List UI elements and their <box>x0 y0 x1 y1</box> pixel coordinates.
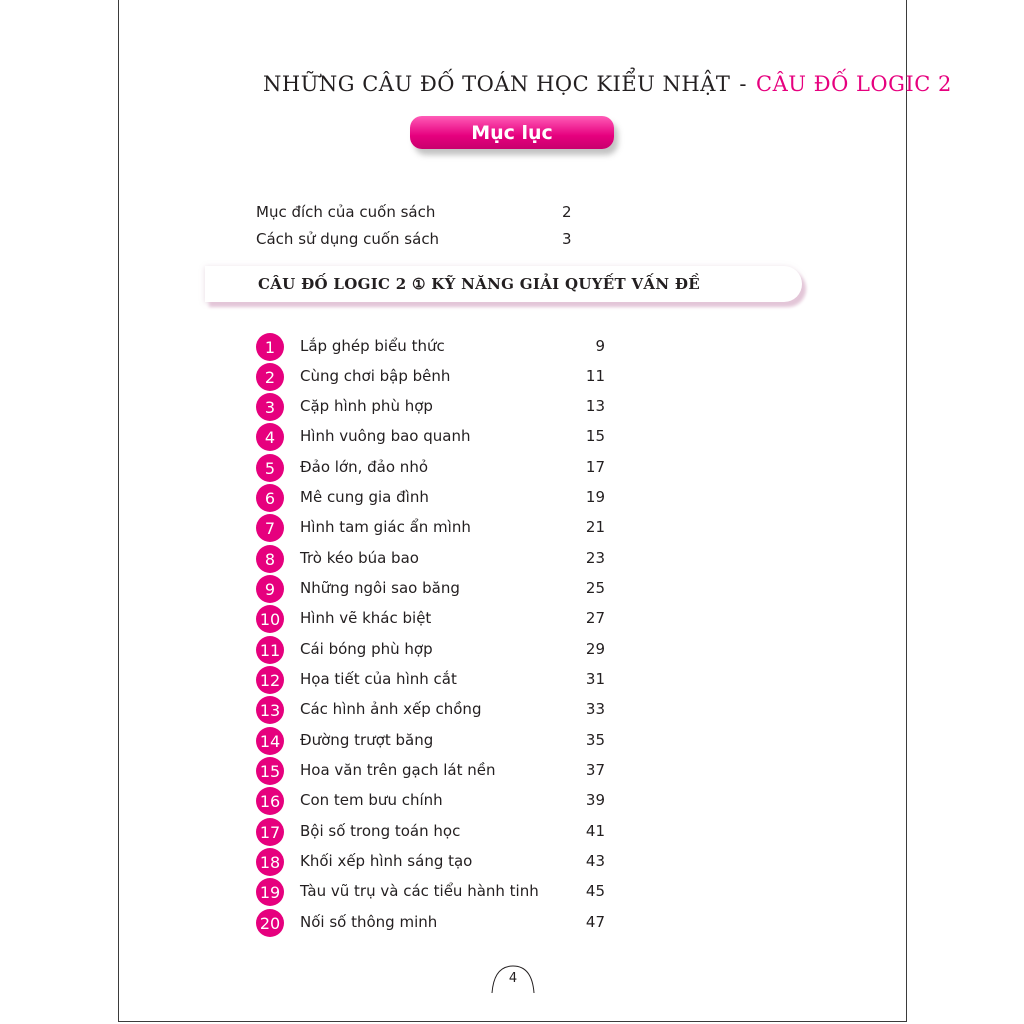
toc-item <box>256 393 616 421</box>
item-page: 43 <box>585 852 605 870</box>
toc-item <box>256 333 616 361</box>
item-number-badge: 1 <box>256 333 284 361</box>
item-number-badge: 13 <box>256 696 284 724</box>
item-page: 47 <box>585 913 605 931</box>
item-title: Khối xếp hình sáng tạo <box>300 852 473 870</box>
item-title: Đường trượt băng <box>300 731 434 749</box>
item-number-badge: 11 <box>256 636 284 664</box>
section-title: CÂU ĐỐ LOGIC 2 ① KỸ NĂNG GIẢI QUYẾT VẤN ĐỀ <box>258 275 700 293</box>
item-page: 37 <box>585 761 605 779</box>
item-page: 29 <box>585 640 605 658</box>
item-page: 33 <box>585 700 605 718</box>
toc-item <box>256 787 616 815</box>
toc-item <box>256 484 616 512</box>
item-number-badge: 12 <box>256 666 284 694</box>
item-page: 45 <box>585 882 605 900</box>
item-page: 9 <box>595 337 605 355</box>
item-title: Lắp ghép biểu thức <box>300 337 445 355</box>
toc-item <box>256 636 616 664</box>
toc-item <box>256 605 616 633</box>
running-header <box>263 66 952 102</box>
toc-item <box>256 848 616 876</box>
item-page: 27 <box>585 609 605 627</box>
item-title: Cùng chơi bập bênh <box>300 367 451 385</box>
item-number-badge: 14 <box>256 727 284 755</box>
toc-item <box>256 727 616 755</box>
item-number-badge: 19 <box>256 878 284 906</box>
front-matter-item <box>256 228 576 250</box>
toc-item <box>256 514 616 542</box>
page-number-tab <box>491 964 535 994</box>
toc-item <box>256 818 616 846</box>
item-page: 25 <box>585 579 605 597</box>
front-matter-item <box>256 201 576 223</box>
toc-item <box>256 757 616 785</box>
item-page: 19 <box>585 488 605 506</box>
toc-item <box>256 909 616 937</box>
item-title: Trò kéo búa bao <box>300 549 419 567</box>
item-number-badge: 16 <box>256 787 284 815</box>
toc-item <box>256 454 616 482</box>
item-title: Họa tiết của hình cắt <box>300 670 457 688</box>
toc-item <box>256 363 616 391</box>
item-number-badge: 6 <box>256 484 284 512</box>
front-matter-title: Mục đích của cuốn sách <box>256 203 436 221</box>
item-number-badge: 8 <box>256 545 284 573</box>
header-separator: - <box>739 72 748 96</box>
item-title: Nối số thông minh <box>300 913 438 931</box>
page-number: 4 <box>508 971 518 986</box>
item-title: Cái bóng phù hợp <box>300 640 433 658</box>
header-book-title: CÂU ĐỐ LOGIC 2 <box>756 72 952 96</box>
item-title: Con tem bưu chính <box>300 791 443 809</box>
item-page: 23 <box>585 549 605 567</box>
item-title: Hình vẽ khác biệt <box>300 609 432 627</box>
item-page: 21 <box>585 518 605 536</box>
front-matter-page: 2 <box>562 203 572 221</box>
toc-item <box>256 666 616 694</box>
item-number-badge: 4 <box>256 423 284 451</box>
toc-item <box>256 696 616 724</box>
item-title: Cặp hình phù hợp <box>300 397 433 415</box>
item-title: Đảo lớn, đảo nhỏ <box>300 458 428 476</box>
item-title: Hình tam giác ẩn mình <box>300 518 471 536</box>
item-number-badge: 3 <box>256 393 284 421</box>
section-banner <box>205 266 802 302</box>
item-page: 17 <box>585 458 605 476</box>
item-number-badge: 5 <box>256 454 284 482</box>
item-number-badge: 18 <box>256 848 284 876</box>
item-page: 35 <box>585 731 605 749</box>
item-title: Bội số trong toán học <box>300 822 461 840</box>
item-number-badge: 7 <box>256 514 284 542</box>
item-page: 41 <box>585 822 605 840</box>
item-number-badge: 20 <box>256 909 284 937</box>
item-page: 39 <box>585 791 605 809</box>
toc-item <box>256 575 616 603</box>
front-matter-page: 3 <box>562 230 572 248</box>
toc-heading-badge <box>410 116 614 149</box>
item-title: Các hình ảnh xếp chồng <box>300 700 482 718</box>
item-page: 31 <box>585 670 605 688</box>
header-series-title: NHỮNG CÂU ĐỐ TOÁN HỌC KIỂU NHẬT <box>263 72 731 96</box>
item-title: Hoa văn trên gạch lát nền <box>300 761 496 779</box>
item-page: 11 <box>585 367 605 385</box>
toc-heading: Mục lục <box>471 121 553 144</box>
toc-item <box>256 545 616 573</box>
item-title: Hình vuông bao quanh <box>300 427 471 445</box>
item-title: Mê cung gia đình <box>300 488 429 506</box>
item-number-badge: 9 <box>256 575 284 603</box>
item-number-badge: 10 <box>256 605 284 633</box>
item-number-badge: 2 <box>256 363 284 391</box>
item-page: 13 <box>585 397 605 415</box>
front-matter-title: Cách sử dụng cuốn sách <box>256 230 440 248</box>
toc-item <box>256 878 616 906</box>
item-number-badge: 17 <box>256 818 284 846</box>
item-title: Những ngôi sao băng <box>300 579 460 597</box>
item-page: 15 <box>585 427 605 445</box>
item-number-badge: 15 <box>256 757 284 785</box>
item-title: Tàu vũ trụ và các tiểu hành tinh <box>300 882 539 900</box>
toc-item <box>256 423 616 451</box>
